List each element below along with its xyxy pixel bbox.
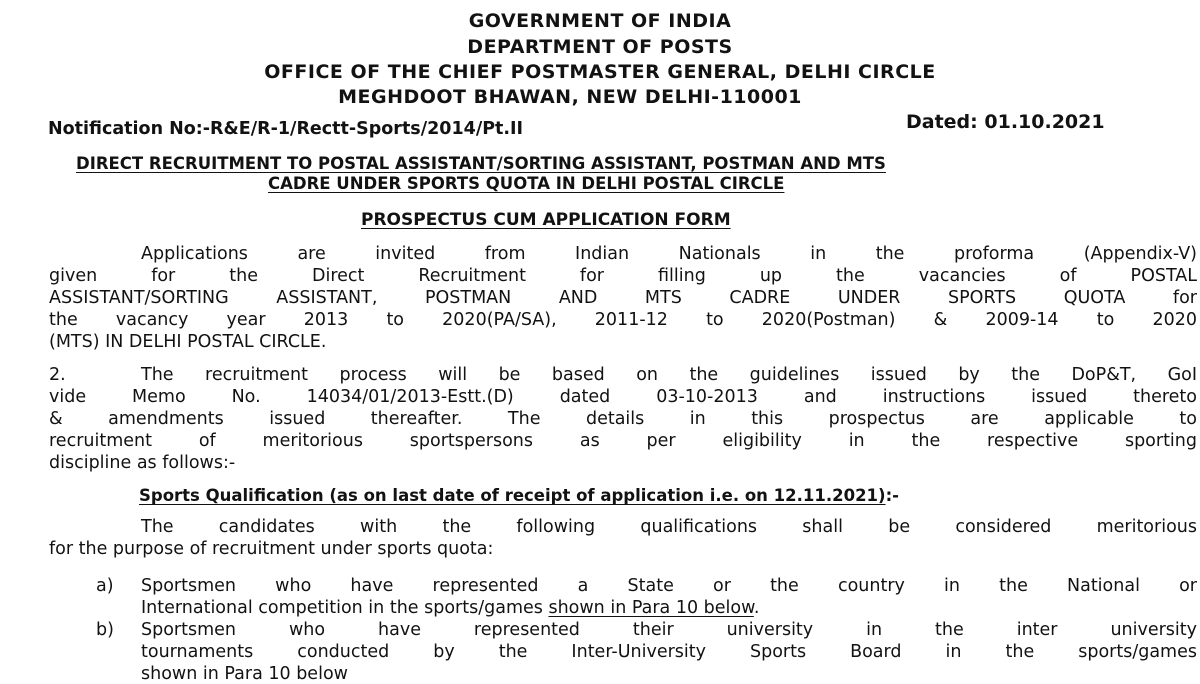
para2-line: vide Memo No. 14034/01/2013-Estt.(D) dated 03-10-2013 and instructions issued thereto [49, 387, 1197, 407]
sports-intro-line: for the purpose of recruitment under sports quota: [49, 539, 494, 559]
prospectus-title: PROSPECTUS CUM APPLICATION FORM [361, 210, 731, 230]
notification-number: Notification No:-R&E/R-1/Rectt-Sports/2014/Pt.II [48, 119, 524, 139]
para2-line: recruitment of meritorious sportspersons as per eligibility in the respective sporting [49, 431, 1197, 451]
para1-line: given for the Direct Recruitment for filling up the vacancies of POSTAL [49, 266, 1197, 286]
item-b-line: Sportsmen who have represented their university in the inter university [141, 620, 1197, 640]
para1-line: ASSISTANT/SORTING ASSISTANT, POSTMAN AND MTS CADRE UNDER SPORTS QUOTA for [49, 288, 1197, 308]
item-a-marker: a) [96, 576, 114, 596]
sports-qualification-heading-suffix: :- [885, 486, 900, 505]
para2-line: & amendments issued thereafter. The details in this prospectus are applicable to [49, 409, 1197, 429]
header-office: OFFICE OF THE CHIEF POSTMASTER GENERAL, DELHI CIRCLE [264, 61, 936, 83]
header-address: MEGHDOOT BHAWAN, NEW DELHI-110001 [338, 86, 802, 108]
para2-line: discipline as follows:- [49, 453, 236, 473]
header-government: GOVERNMENT OF INDIA [468, 10, 732, 32]
sports-qualification-heading-text: Sports Qualification (as on last date of receipt of application i.e. on 12.11.2021) [139, 486, 886, 505]
item-b-marker: b) [96, 620, 114, 640]
item-b-line: shown in Para 10 below [141, 664, 348, 684]
para2-line: The recruitment process will be based on the guidelines issued by the DoP&T, GoI [141, 365, 1197, 385]
item-a-line-2-text: International competition in the sports/games [141, 598, 549, 618]
notification-date: Dated: 01.10.2021 [906, 111, 1105, 133]
title-line-2: CADRE UNDER SPORTS QUOTA IN DELHI POSTAL CIRCLE [268, 174, 785, 193]
para1-line: the vacancy year 2013 to 2020(PA/SA), 2011-12 to 2020(Postman) & 2009-14 to 2020 [49, 310, 1197, 330]
para2-number: 2. [49, 365, 66, 385]
item-a-line-2 [141, 598, 759, 618]
para1-line: Applications are invited from Indian Nationals in the proforma (Appendix-V) [141, 244, 1197, 264]
sports-intro-line: The candidates with the following qualifications shall be considered meritorious [141, 517, 1197, 537]
sports-qualification-heading [139, 486, 899, 505]
para1-line: (MTS) IN DELHI POSTAL CIRCLE. [49, 332, 327, 352]
item-a-line-2-end: . [753, 598, 760, 618]
item-a-para-reference: shown in Para 10 below [548, 598, 754, 618]
item-a-line: Sportsmen who have represented a State or the country in the National or [141, 576, 1197, 596]
title-line-1: DIRECT RECRUITMENT TO POSTAL ASSISTANT/SORTING ASSISTANT, POSTMAN AND MTS [76, 154, 886, 173]
item-b-line: tournaments conducted by the Inter-University Sports Board in the sports/games [141, 642, 1197, 662]
header-department: DEPARTMENT OF POSTS [467, 36, 733, 58]
